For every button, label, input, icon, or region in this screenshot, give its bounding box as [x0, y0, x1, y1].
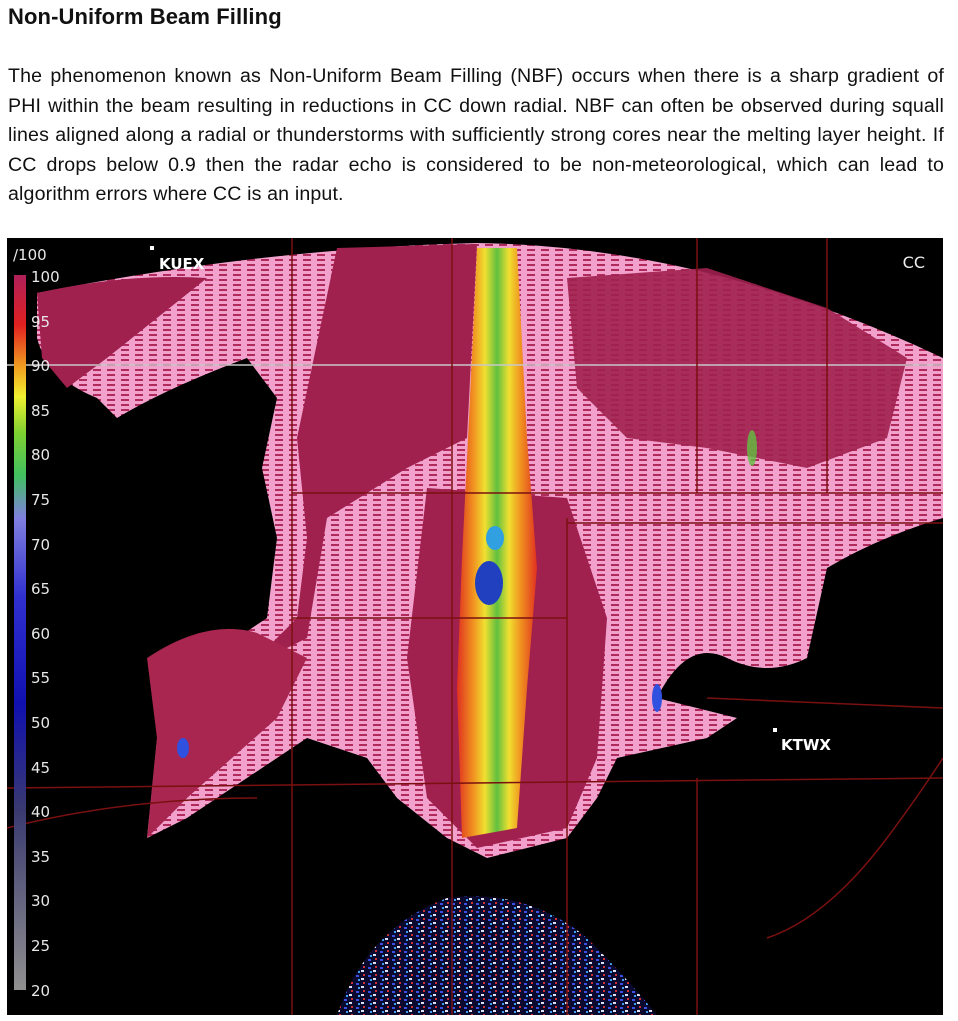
scale-tick-label: 65 — [31, 580, 51, 599]
body-paragraph: The phenomenon known as Non-Uniform Beam Filling (NBF) occurs when there is a sharp gradient of PHI within the beam resulting in reductions in CC down radial. NBF can often be observed during squall lines aligned along a radial or thunderstorms with sufficiently strong cores near the melting layer height. If CC drops below 0.9 then the radar echo is considered to be non-meteorological, which can lead to algorithm errors where CC is an input. — [8, 65, 944, 205]
scale-tick-label: 95 — [31, 312, 51, 331]
scale-tick-label: 80 — [31, 446, 51, 465]
scale-tick-label: 20 — [31, 981, 51, 1000]
scale-tick-label: 45 — [31, 758, 51, 777]
site-label-ktwx: KTWX — [781, 736, 831, 754]
site-label-kuex: KUEX — [159, 255, 205, 273]
ktwx-marker — [773, 728, 777, 732]
low-cc-core-2 — [486, 526, 504, 550]
scale-tick-label: 60 — [31, 624, 51, 643]
scale-header: /100 — [13, 246, 47, 264]
scale-tick-label: 70 — [31, 535, 51, 554]
color-scale-bar — [14, 275, 26, 990]
scale-tick-label: 30 — [31, 892, 51, 911]
low-cc-spot — [177, 738, 189, 758]
low-cc-spot-3 — [747, 430, 757, 466]
scale-tick-label: 25 — [31, 937, 51, 955]
scale-tick-label: 85 — [31, 401, 51, 420]
kuex-marker — [150, 246, 154, 250]
scale-tick-label: 40 — [31, 803, 51, 822]
scale-tick-label: 100 — [31, 268, 60, 286]
scale-tick-label: 50 — [31, 714, 51, 732]
page-title: Non-Uniform Beam Filling — [8, 4, 282, 29]
scale-tick-label: 75 — [31, 491, 51, 509]
radar-field — [7, 238, 943, 1015]
scale-tick-label: 35 — [31, 847, 51, 866]
scale-tick-label: 55 — [31, 669, 51, 688]
low-cc-spot-2 — [652, 684, 662, 712]
radar-image — [7, 238, 943, 1015]
low-cc-core — [475, 561, 503, 605]
scale-tick-label: 90 — [31, 357, 51, 376]
clutter-speckle — [337, 896, 657, 1015]
product-label: CC — [902, 253, 925, 272]
